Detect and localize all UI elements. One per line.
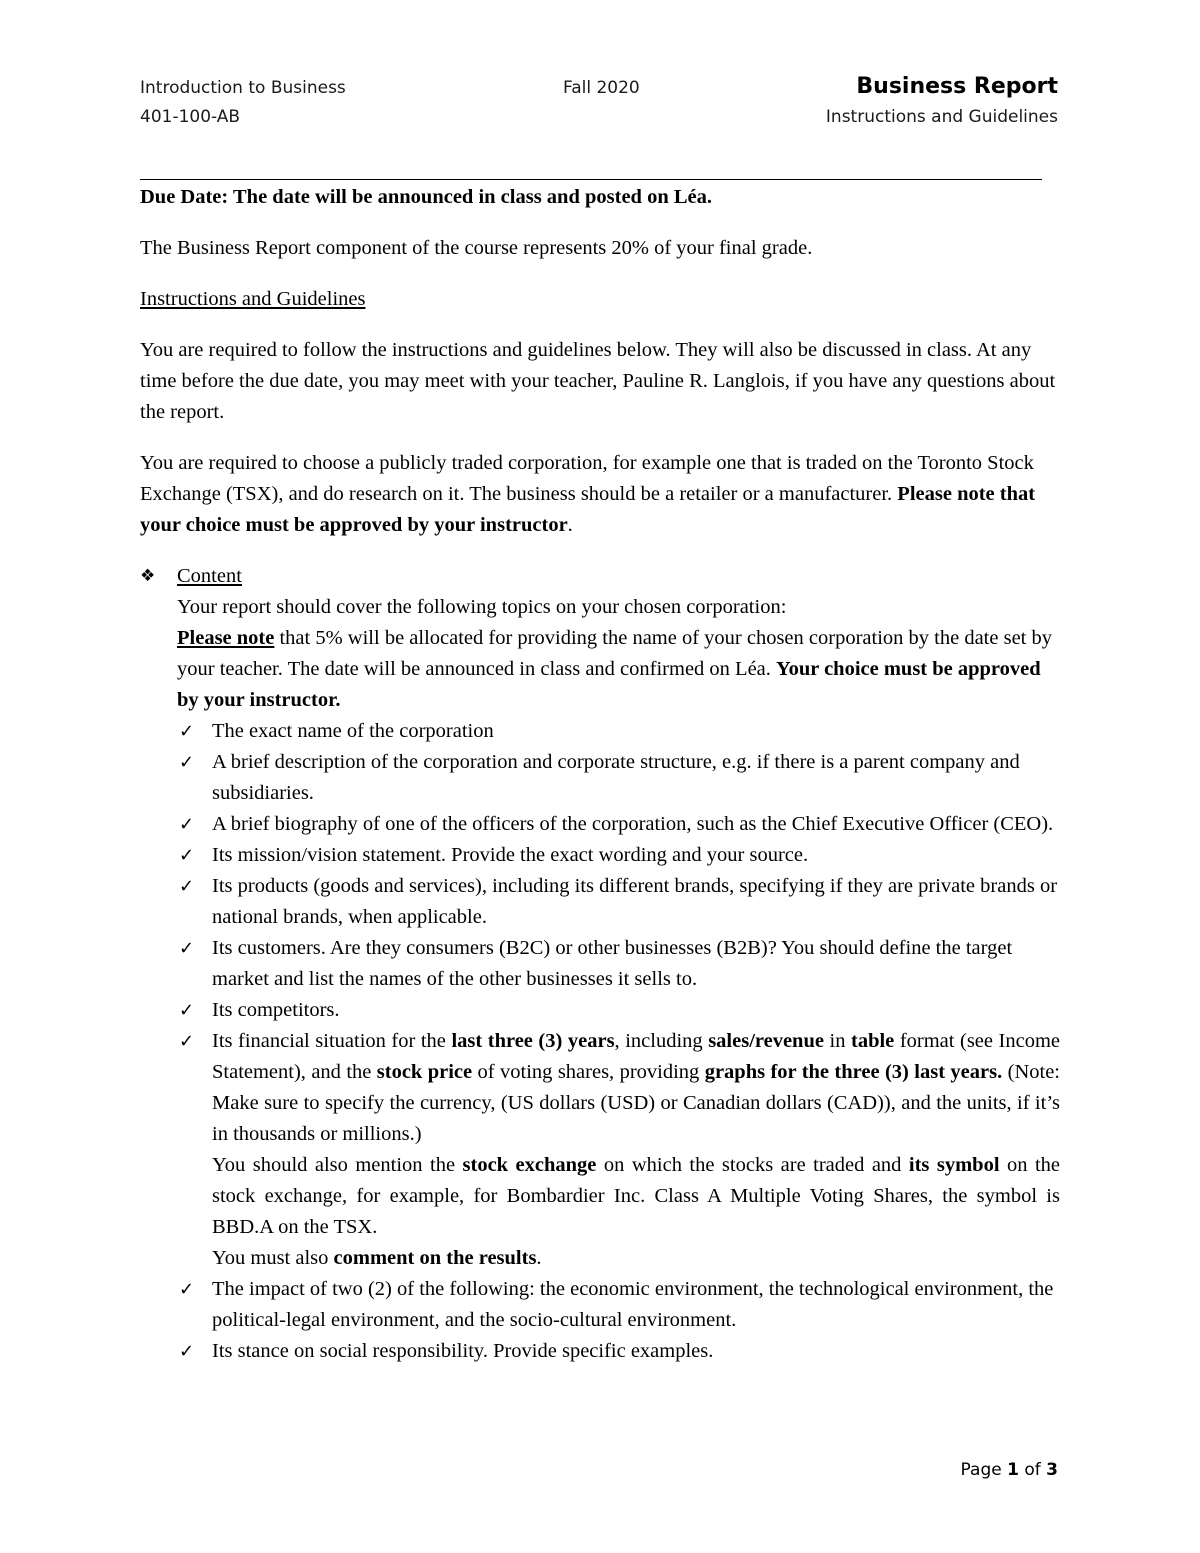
- check-icon: ✓: [179, 1000, 195, 1021]
- grade-weight: The Business Report component of the course represents 20% of your final grade.: [140, 237, 813, 259]
- list-item: ✓ The impact of two (2) of the following: the economic environment, the technological environment, the political-legal environment, and the socio-cultural environment.: [212, 1274, 1060, 1336]
- check-icon: ✓: [179, 752, 195, 773]
- approval-note: Please note that your choice must be approved by your instructor: [140, 483, 1036, 536]
- header-divider: [140, 179, 1042, 180]
- comment-note: You must also comment on the results.: [212, 1247, 542, 1269]
- section-heading: Instructions and Guidelines: [140, 288, 366, 310]
- stock-exchange-note: You should also mention the stock exchange on which the stocks are traded and its symbol on the stock exchange, for example, for Bombardier Inc. Class A Multiple Voting Shares, the symbol is BBD.A on the TSX.: [212, 1154, 1060, 1238]
- list-item: ✓ The exact name of the corporation: [212, 716, 1060, 747]
- list-item: ✓ A brief biography of one of the officers of the corporation, such as the Chief Executive Officer (CEO).: [212, 809, 1060, 840]
- list-item: ✓ Its mission/vision statement. Provide the exact wording and your source.: [212, 840, 1060, 871]
- report-subtitle: Instructions and Guidelines: [825, 107, 1058, 127]
- list-item: ✓ Its competitors.: [212, 995, 1060, 1026]
- list-item: ✓ Its stance on social responsibility. Provide specific examples.: [212, 1336, 1060, 1367]
- content-intro: Your report should cover the following topics on your chosen corporation:: [177, 596, 787, 618]
- due-date: Due Date: The date will be announced in class and posted on Léa.: [140, 186, 712, 208]
- list-item: ✓ A brief description of the corporation and corporate structure, e.g. if there is a parent company and subsidiaries.: [212, 747, 1060, 809]
- report-title: Business Report: [856, 74, 1058, 99]
- check-icon: ✓: [179, 721, 195, 742]
- check-icon: ✓: [179, 876, 195, 897]
- course-name: Introduction to Business: [140, 78, 346, 98]
- intro-paragraph: You are required to follow the instructions and guidelines below. They will also be discussed in class. At any time before the due date, you may meet with your teacher, Pauline R. Langlois, if you have any questions about the report.: [140, 339, 1056, 423]
- content-note: Please note that 5% will be allocated for providing the name of your chosen corporation by the date set by your teacher. The date will be announced in class and confirmed on Léa. Your choice must be approved by your instructor.: [177, 627, 1052, 711]
- document-body: [140, 182, 1060, 1367]
- list-item: ✓ Its products (goods and services), including its different brands, specifying if they are private brands or national brands, when applicable.: [212, 871, 1060, 933]
- diamond-bullet-icon: ❖: [140, 566, 156, 586]
- choice-paragraph: You are required to choose a publicly traded corporation, for example one that is traded on the Toronto Stock Exchange (TSX), and do research on it. The business should be a retailer or a manufacturer. Please note that your choice must be approved by your instructor.: [140, 452, 1036, 536]
- content-heading: ❖ Content: [140, 561, 1060, 592]
- check-icon: ✓: [179, 845, 195, 866]
- check-icon: ✓: [179, 1031, 195, 1052]
- list-item: ✓ Its customers. Are they consumers (B2C) or other businesses (B2B)? You should define the target market and list the names of the other businesses it sells to.: [212, 933, 1060, 995]
- check-icon: ✓: [179, 938, 195, 959]
- term: Fall 2020: [563, 78, 640, 98]
- check-icon: ✓: [179, 1341, 195, 1362]
- check-icon: ✓: [179, 1279, 195, 1300]
- page-number: Page 1 of 3: [960, 1460, 1058, 1480]
- course-code: 401-100-AB: [140, 107, 241, 127]
- check-icon: ✓: [179, 814, 195, 835]
- topic-checklist: [140, 716, 1060, 1367]
- list-item-financial: ✓ Its financial situation for the last three (3) years, including sales/revenue in table format (see Income Statement), and the stock price of voting shares, providing graphs for the three (3) last years. (Note: Make sure to specify the currency, (US dollars (USD) or Canadian dollars (CAD)), and the units, if it’s in thousands or millions.) You should also mention the stock exchange on which the stocks are traded and its symbol on the stock exchange, for example, for Bombardier Inc. Class A Multiple Voting Shares, the symbol is BBD.A on the TSX. You must also comment on the results.: [212, 1026, 1060, 1274]
